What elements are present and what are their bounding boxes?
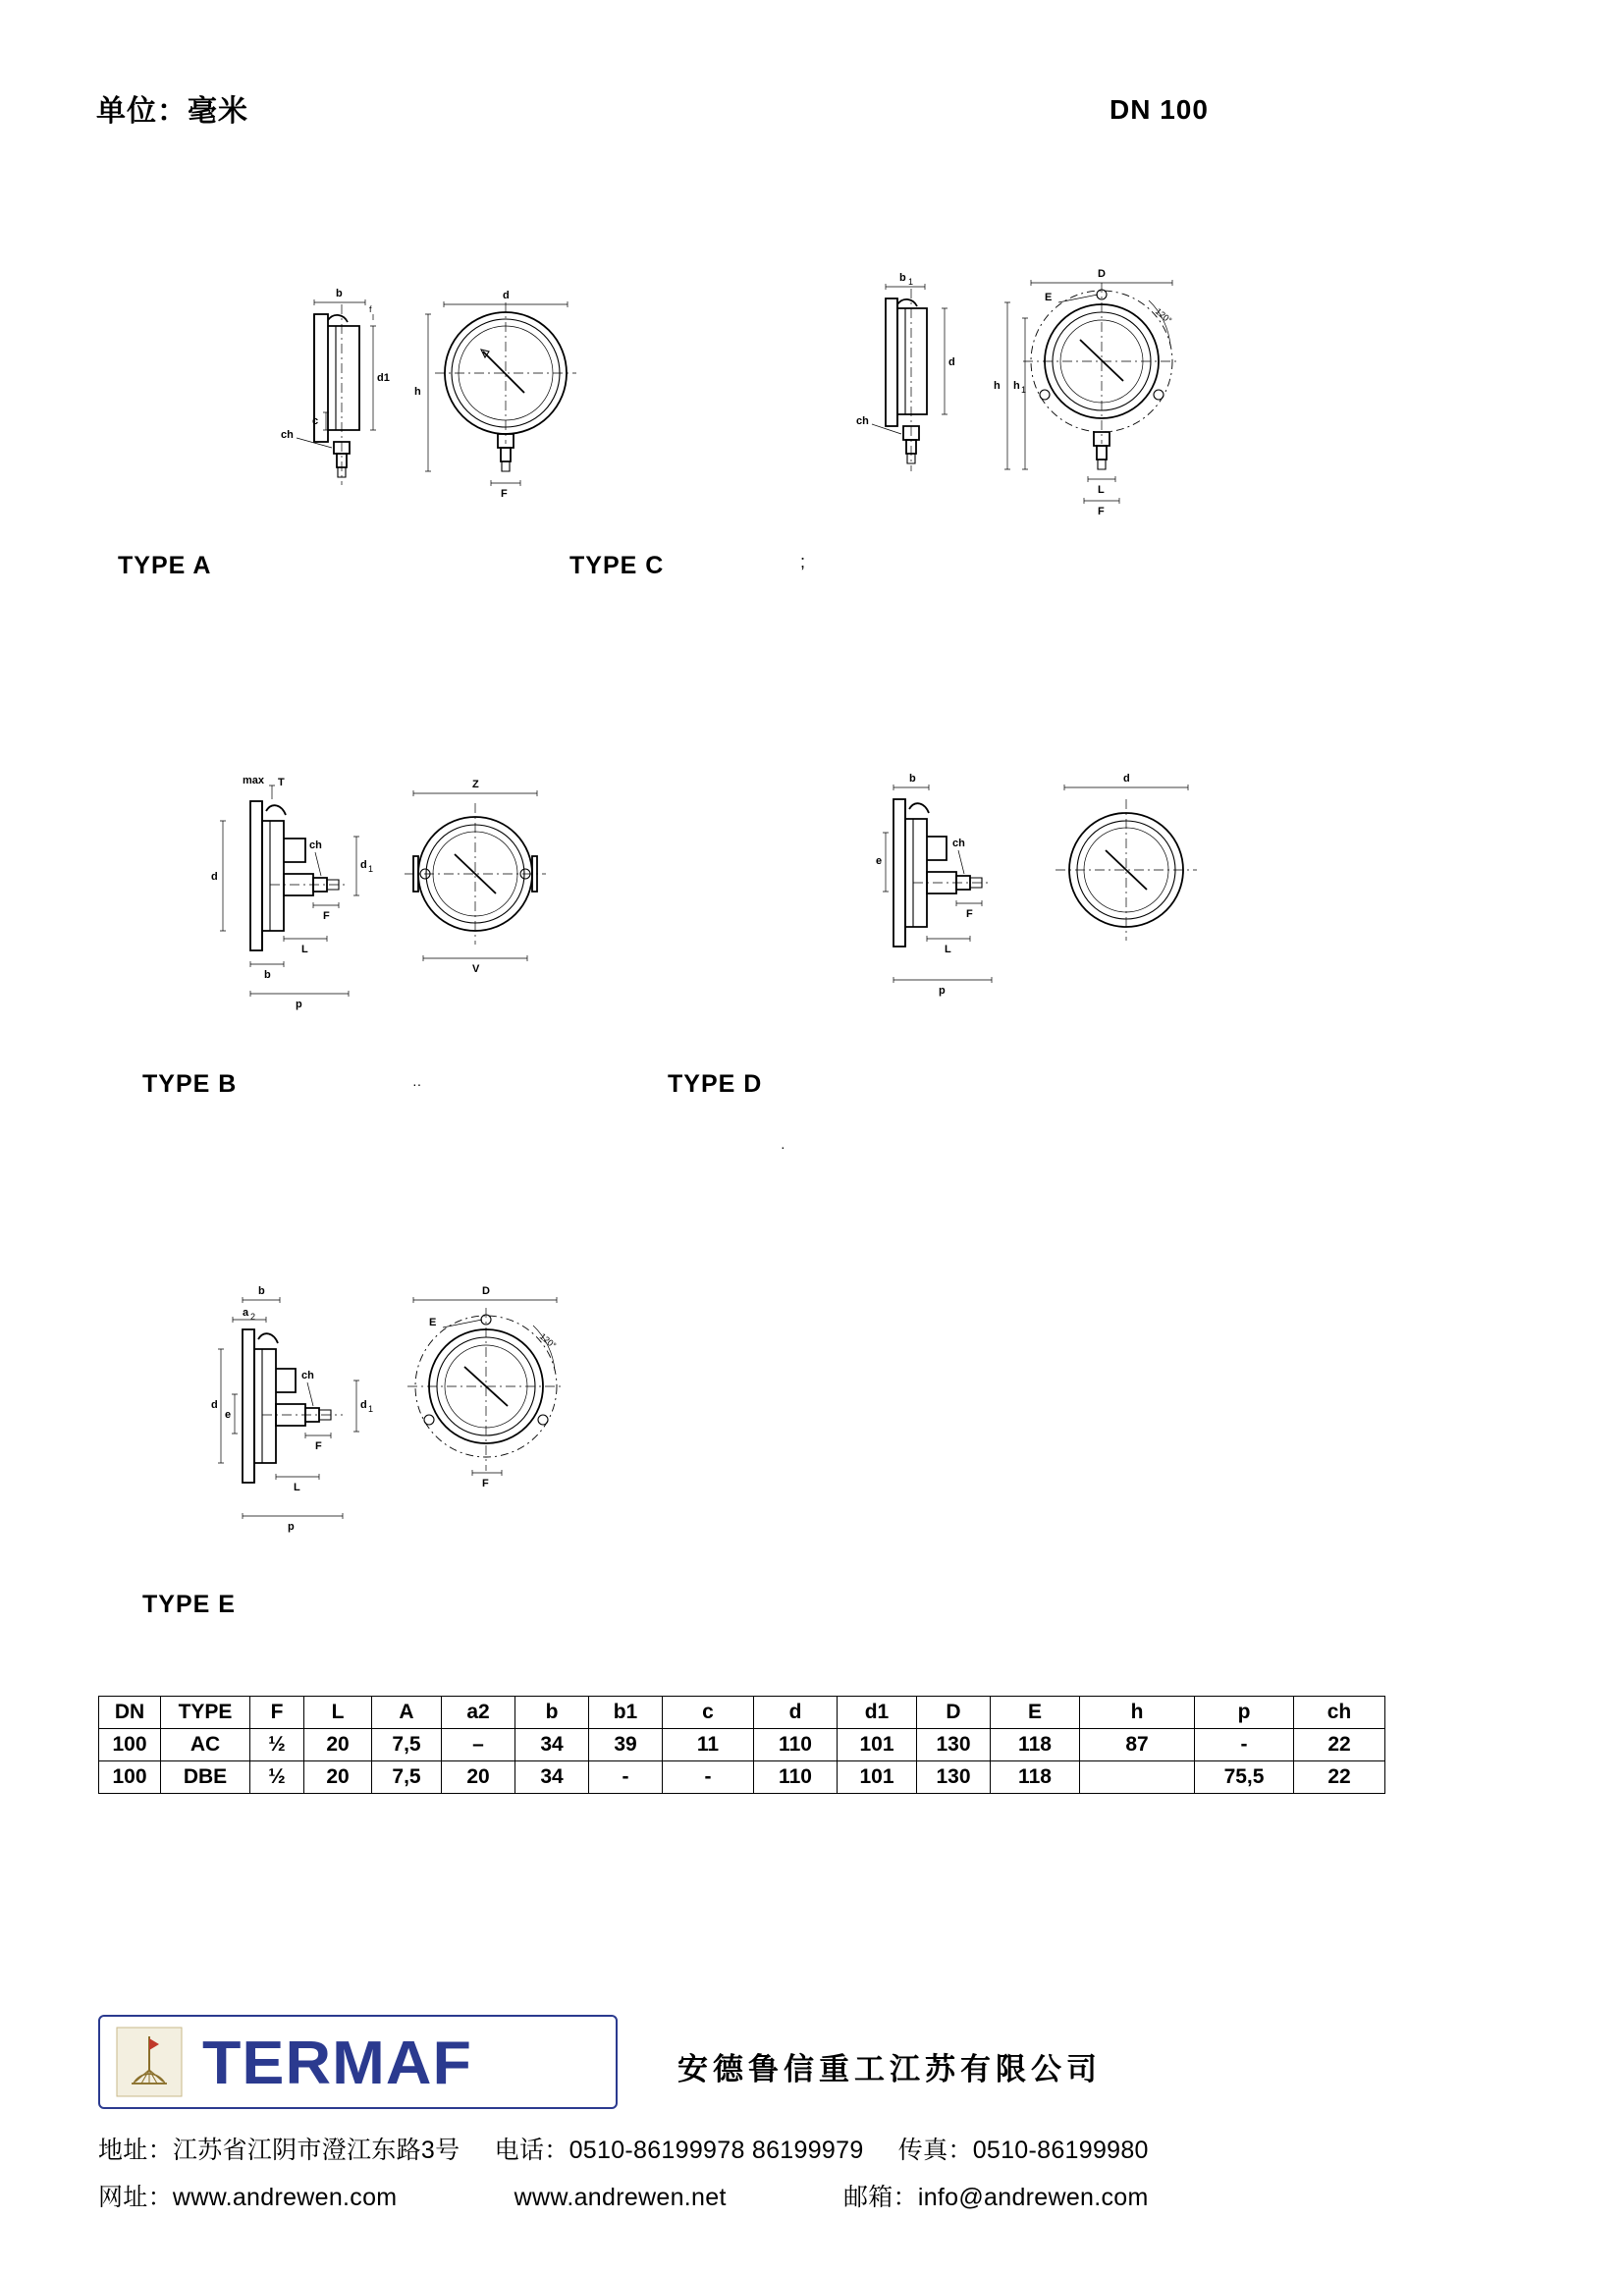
col-dn: DN — [99, 1697, 161, 1729]
col-b1: b1 — [589, 1697, 663, 1729]
cell: 130 — [917, 1761, 991, 1794]
svg-text:b: b — [258, 1285, 265, 1297]
cell: ½ — [250, 1729, 304, 1761]
svg-text:F: F — [966, 908, 973, 920]
logo-wordmark: TERMAF — [202, 2030, 472, 2097]
svg-text:e: e — [876, 855, 883, 867]
col-d: d — [754, 1697, 838, 1729]
svg-text:b: b — [899, 272, 906, 284]
logo-box — [98, 2015, 618, 2109]
svg-text:F: F — [323, 910, 330, 922]
svg-text:ch: ch — [952, 838, 965, 849]
svg-text:e: e — [225, 1409, 232, 1421]
cell: 22 — [1294, 1729, 1385, 1761]
svg-text:f: f — [369, 304, 372, 314]
cell: 34 — [515, 1761, 589, 1794]
company-logo-icon — [116, 2027, 183, 2097]
cell: - — [589, 1761, 663, 1794]
cell: DBE — [161, 1761, 250, 1794]
svg-text:1: 1 — [908, 277, 914, 287]
stray-dot-b: ·· — [412, 1076, 422, 1092]
svg-text:d: d — [948, 356, 955, 368]
col-f: F — [250, 1697, 304, 1729]
drawing-label-type-d: TYPE D — [668, 1070, 763, 1098]
svg-text:E: E — [429, 1317, 437, 1328]
svg-text:a: a — [243, 1307, 249, 1319]
tel-value: 0510-86199978 86199979 — [568, 2137, 864, 2164]
svg-text:L: L — [945, 944, 951, 955]
tel-label: 电话： — [494, 2137, 569, 2164]
svg-text:d: d — [211, 871, 218, 883]
svg-text:T: T — [278, 777, 285, 788]
svg-text:d: d — [503, 290, 510, 301]
cell: 110 — [754, 1729, 838, 1761]
table-header-row — [99, 1697, 1385, 1729]
col-a2: a2 — [442, 1697, 515, 1729]
drawing-label-type-c: TYPE C — [569, 552, 665, 579]
drawing-type-e — [142, 1276, 623, 1618]
cell: – — [442, 1729, 515, 1761]
cell: 39 — [589, 1729, 663, 1761]
page-title: DN 100 — [1110, 94, 1209, 125]
web-value[interactable]: www.andrewen.com — [172, 2184, 398, 2211]
cell: 101 — [838, 1729, 917, 1761]
email-value[interactable]: info@andrewen.com — [917, 2184, 1149, 2211]
drawing-type-a — [118, 275, 599, 579]
address-value: 江苏省江阴市澄江东路3号 — [172, 2137, 460, 2164]
svg-text:ch: ch — [856, 415, 869, 427]
drawing-label-type-a: TYPE A — [118, 552, 212, 579]
svg-text:V: V — [472, 963, 480, 975]
stray-dot-d: · — [781, 1139, 785, 1155]
svg-text:p: p — [288, 1521, 295, 1533]
svg-text:max: max — [243, 775, 265, 786]
col-p: p — [1195, 1697, 1294, 1729]
drawing-label-type-b: TYPE B — [142, 1070, 238, 1098]
col-a: A — [372, 1697, 442, 1729]
cell: 34 — [515, 1729, 589, 1761]
cell: 75,5 — [1195, 1761, 1294, 1794]
svg-text:1: 1 — [368, 864, 374, 874]
unit-label: 单位：毫米 — [96, 95, 248, 128]
col-l: L — [304, 1697, 372, 1729]
fax-value: 0510-86199980 — [972, 2137, 1149, 2164]
svg-text:c: c — [312, 415, 319, 427]
col-D: D — [917, 1697, 991, 1729]
svg-text:L: L — [301, 944, 308, 955]
cell: 20 — [442, 1761, 515, 1794]
svg-text:h: h — [1013, 380, 1020, 392]
svg-text:L: L — [1098, 484, 1105, 496]
table-row — [99, 1761, 1385, 1794]
svg-text:b: b — [264, 969, 271, 981]
cell: 101 — [838, 1761, 917, 1794]
drawing-type-b — [142, 766, 623, 1098]
svg-text:F: F — [1098, 506, 1105, 517]
cell: ½ — [250, 1761, 304, 1794]
svg-text:L: L — [294, 1482, 300, 1493]
svg-text:h: h — [414, 386, 421, 398]
cell: 118 — [991, 1761, 1080, 1794]
col-ch: ch — [1294, 1697, 1385, 1729]
svg-text:ch: ch — [309, 839, 322, 851]
cell: 7,5 — [372, 1729, 442, 1761]
col-c: c — [663, 1697, 754, 1729]
svg-text:p: p — [296, 999, 302, 1010]
col-e: E — [991, 1697, 1080, 1729]
svg-text:F: F — [482, 1478, 489, 1489]
stray-mark-c: ; — [800, 552, 806, 571]
cell: - — [1195, 1729, 1294, 1761]
svg-text:E: E — [1045, 292, 1053, 303]
svg-text:120°: 120° — [537, 1330, 559, 1351]
cell: 11 — [663, 1729, 754, 1761]
fax-label: 传真： — [897, 2137, 973, 2164]
cell: 20 — [304, 1761, 372, 1794]
contact-line-1 — [98, 2131, 1149, 2166]
svg-text:d: d — [360, 859, 367, 871]
col-d1: d1 — [838, 1697, 917, 1729]
svg-text:D: D — [1098, 268, 1106, 280]
email-label: 邮箱： — [842, 2184, 918, 2211]
svg-text:F: F — [315, 1440, 322, 1452]
svg-text:d: d — [1123, 773, 1130, 785]
web-value-2[interactable]: www.andrewen.net — [514, 2184, 727, 2211]
cell: - — [663, 1761, 754, 1794]
svg-text:h: h — [994, 380, 1001, 392]
svg-text:b: b — [909, 773, 916, 785]
svg-text:b: b — [336, 288, 343, 299]
svg-text:120°: 120° — [1153, 305, 1174, 326]
svg-text:2: 2 — [250, 1312, 256, 1322]
cell: 100 — [99, 1761, 161, 1794]
drawing-type-c — [569, 255, 1267, 579]
cell: 130 — [917, 1729, 991, 1761]
company-name: 安德鲁信重工江苏有限公司 — [677, 2052, 1102, 2086]
svg-text:D: D — [482, 1285, 490, 1297]
cell: 100 — [99, 1729, 161, 1761]
col-h: h — [1080, 1697, 1195, 1729]
cell — [1080, 1761, 1195, 1794]
svg-text:d: d — [360, 1399, 367, 1411]
cell: 110 — [754, 1761, 838, 1794]
svg-text:1: 1 — [1021, 385, 1027, 395]
cell: 118 — [991, 1729, 1080, 1761]
drawing-label-type-e: TYPE E — [142, 1591, 236, 1618]
svg-text:1: 1 — [368, 1404, 374, 1414]
web-label: 网址： — [98, 2184, 173, 2211]
cell: 7,5 — [372, 1761, 442, 1794]
dimension-table — [98, 1696, 1385, 1794]
address-label: 地址： — [98, 2137, 173, 2164]
contact-line-2 — [98, 2178, 1149, 2213]
svg-text:ch: ch — [281, 429, 294, 441]
svg-text:F: F — [501, 488, 508, 500]
col-type: TYPE — [161, 1697, 250, 1729]
cell: 87 — [1080, 1729, 1195, 1761]
svg-text:d: d — [211, 1399, 218, 1411]
cell: 20 — [304, 1729, 372, 1761]
svg-text:d1: d1 — [377, 372, 390, 384]
drawing-type-d — [668, 766, 1257, 1155]
svg-text:ch: ch — [301, 1370, 314, 1381]
cell: AC — [161, 1729, 250, 1761]
table-row — [99, 1729, 1385, 1761]
cell: 22 — [1294, 1761, 1385, 1794]
col-b: b — [515, 1697, 589, 1729]
svg-text:Z: Z — [472, 779, 479, 790]
svg-text:p: p — [939, 985, 946, 997]
